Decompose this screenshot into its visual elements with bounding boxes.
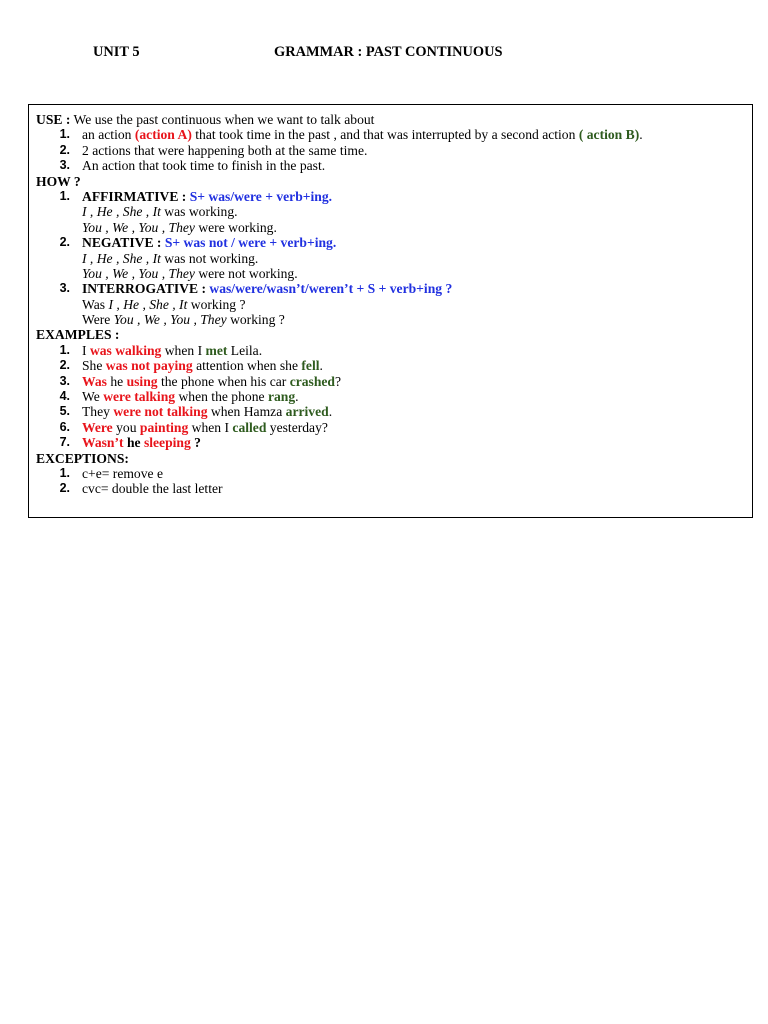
exception-item xyxy=(36,466,748,481)
pronouns: You , We , You , They xyxy=(82,265,195,281)
example-text: when I xyxy=(161,342,206,358)
example-item xyxy=(36,343,748,358)
aux-verb: Were xyxy=(82,312,114,328)
example-text: when the phone xyxy=(175,389,268,405)
unit-label: UNIT 5 xyxy=(93,44,140,60)
example-item xyxy=(36,358,748,373)
past-continuous-verb: Were xyxy=(82,419,113,435)
past-continuous-verb: Was xyxy=(82,373,107,389)
example-text: I xyxy=(82,342,90,358)
list-number: 2. xyxy=(59,142,70,157)
list-number: 3. xyxy=(59,281,70,296)
examples-heading: EXAMPLES : xyxy=(36,327,120,343)
example-text: They xyxy=(82,404,114,420)
example-text: . xyxy=(295,389,299,405)
list-number: 3. xyxy=(59,158,70,173)
form-example xyxy=(36,297,748,312)
form-formula: S+ was/were + verb+ing. xyxy=(189,188,333,204)
list-number: 1. xyxy=(59,127,70,142)
action-a-label: (action A) xyxy=(134,127,192,143)
form-example xyxy=(36,266,748,281)
example-item xyxy=(36,404,748,419)
pronouns: I , He , She , It xyxy=(108,296,188,312)
example-text: yesterday? xyxy=(266,419,328,435)
form-rest: working ? xyxy=(187,296,246,312)
use-heading xyxy=(36,112,748,127)
exception-text: c+e= remove e xyxy=(82,465,163,481)
use-intro: We use the past continuous when we want to talk about xyxy=(70,112,375,127)
form-example xyxy=(36,312,748,327)
example-text: ? xyxy=(335,373,342,389)
past-simple-verb: crashed xyxy=(289,373,335,389)
form-formula: was/were/wasn’t/weren’t + S + verb+ing ? xyxy=(209,281,453,297)
how-item xyxy=(36,281,748,296)
past-continuous-verb: Wasn’t xyxy=(82,435,124,451)
past-continuous-verb: using xyxy=(126,373,158,389)
use-item xyxy=(36,158,748,173)
form-label: NEGATIVE : xyxy=(82,235,165,251)
list-number: 1. xyxy=(59,342,70,357)
use-text: . xyxy=(639,127,643,143)
example-text: he xyxy=(123,435,144,451)
form-rest: was working. xyxy=(160,204,238,220)
list-number: 2. xyxy=(59,235,70,250)
past-simple-verb: arrived xyxy=(285,404,329,420)
list-number: 1. xyxy=(59,465,70,480)
grammar-content xyxy=(36,112,748,497)
use-item xyxy=(36,127,748,142)
past-simple-verb: fell xyxy=(301,358,320,374)
pronouns: I , He , She , It xyxy=(82,250,161,266)
action-b-label: ( action B) xyxy=(578,127,640,143)
pronouns: I , He , She , It xyxy=(82,204,161,220)
use-item xyxy=(36,143,748,158)
example-text: he xyxy=(106,373,127,389)
pronouns: You , We , You , They xyxy=(82,219,195,235)
form-example xyxy=(36,204,748,219)
form-rest: working ? xyxy=(226,312,285,328)
example-item xyxy=(36,374,748,389)
past-continuous-verb: painting xyxy=(139,419,189,435)
list-number: 2. xyxy=(59,481,70,496)
example-text: when I xyxy=(188,419,233,435)
example-text: . xyxy=(319,358,323,374)
example-text: attention when she xyxy=(192,358,302,374)
how-heading: HOW ? xyxy=(36,173,81,189)
past-continuous-verb: were talking xyxy=(103,389,176,405)
list-number: 5. xyxy=(59,404,70,419)
past-simple-verb: rang xyxy=(267,389,296,405)
example-text: Leila. xyxy=(227,342,263,358)
form-rest: were working. xyxy=(194,219,277,235)
example-text: when Hamza xyxy=(207,404,286,420)
list-number: 7. xyxy=(59,435,70,450)
exception-text: cvc= double the last letter xyxy=(82,481,223,497)
past-continuous-verb: was walking xyxy=(89,342,162,358)
use-text: 2 actions that were happening both at the same time. xyxy=(82,142,368,158)
aux-verb: Was xyxy=(82,296,109,312)
use-text: an action xyxy=(82,127,135,143)
past-continuous-verb: were not talking xyxy=(113,404,208,420)
use-text: that took time in the past , and that was interrupted by a second action xyxy=(191,127,579,143)
how-item xyxy=(36,189,748,204)
exceptions-heading: EXCEPTIONS: xyxy=(36,450,129,466)
example-item xyxy=(36,435,748,450)
list-number: 4. xyxy=(59,389,70,404)
example-text: you xyxy=(112,419,140,435)
form-example xyxy=(36,251,748,266)
how-item xyxy=(36,235,748,250)
list-number: 2. xyxy=(59,358,70,373)
example-text: . xyxy=(328,404,333,420)
form-formula: S+ was not / were + verb+ing. xyxy=(164,235,337,251)
use-label: USE : xyxy=(36,112,71,127)
form-label: AFFIRMATIVE : xyxy=(82,188,190,204)
exception-item xyxy=(36,481,748,496)
example-text: We xyxy=(82,389,104,405)
form-rest: were not working. xyxy=(194,265,298,281)
example-text: She xyxy=(82,358,106,374)
page-title: GRAMMAR : PAST CONTINUOUS xyxy=(274,44,503,60)
example-text: the phone when his car xyxy=(157,373,290,389)
form-example xyxy=(36,220,748,235)
past-continuous-verb: sleeping xyxy=(143,435,191,451)
past-continuous-verb: was not paying xyxy=(105,358,193,374)
list-number: 3. xyxy=(59,373,70,388)
example-item xyxy=(36,389,748,404)
past-simple-verb: met xyxy=(205,342,228,358)
example-text: ? xyxy=(190,435,201,451)
example-item xyxy=(36,420,748,435)
past-simple-verb: called xyxy=(232,419,267,435)
form-label: INTERROGATIVE : xyxy=(82,281,210,297)
form-rest: was not working. xyxy=(160,250,259,266)
pronouns: You , We , You , They xyxy=(113,312,227,328)
use-text: An action that took time to finish in the past. xyxy=(82,158,326,174)
list-number: 6. xyxy=(59,419,70,434)
list-number: 1. xyxy=(59,188,70,203)
